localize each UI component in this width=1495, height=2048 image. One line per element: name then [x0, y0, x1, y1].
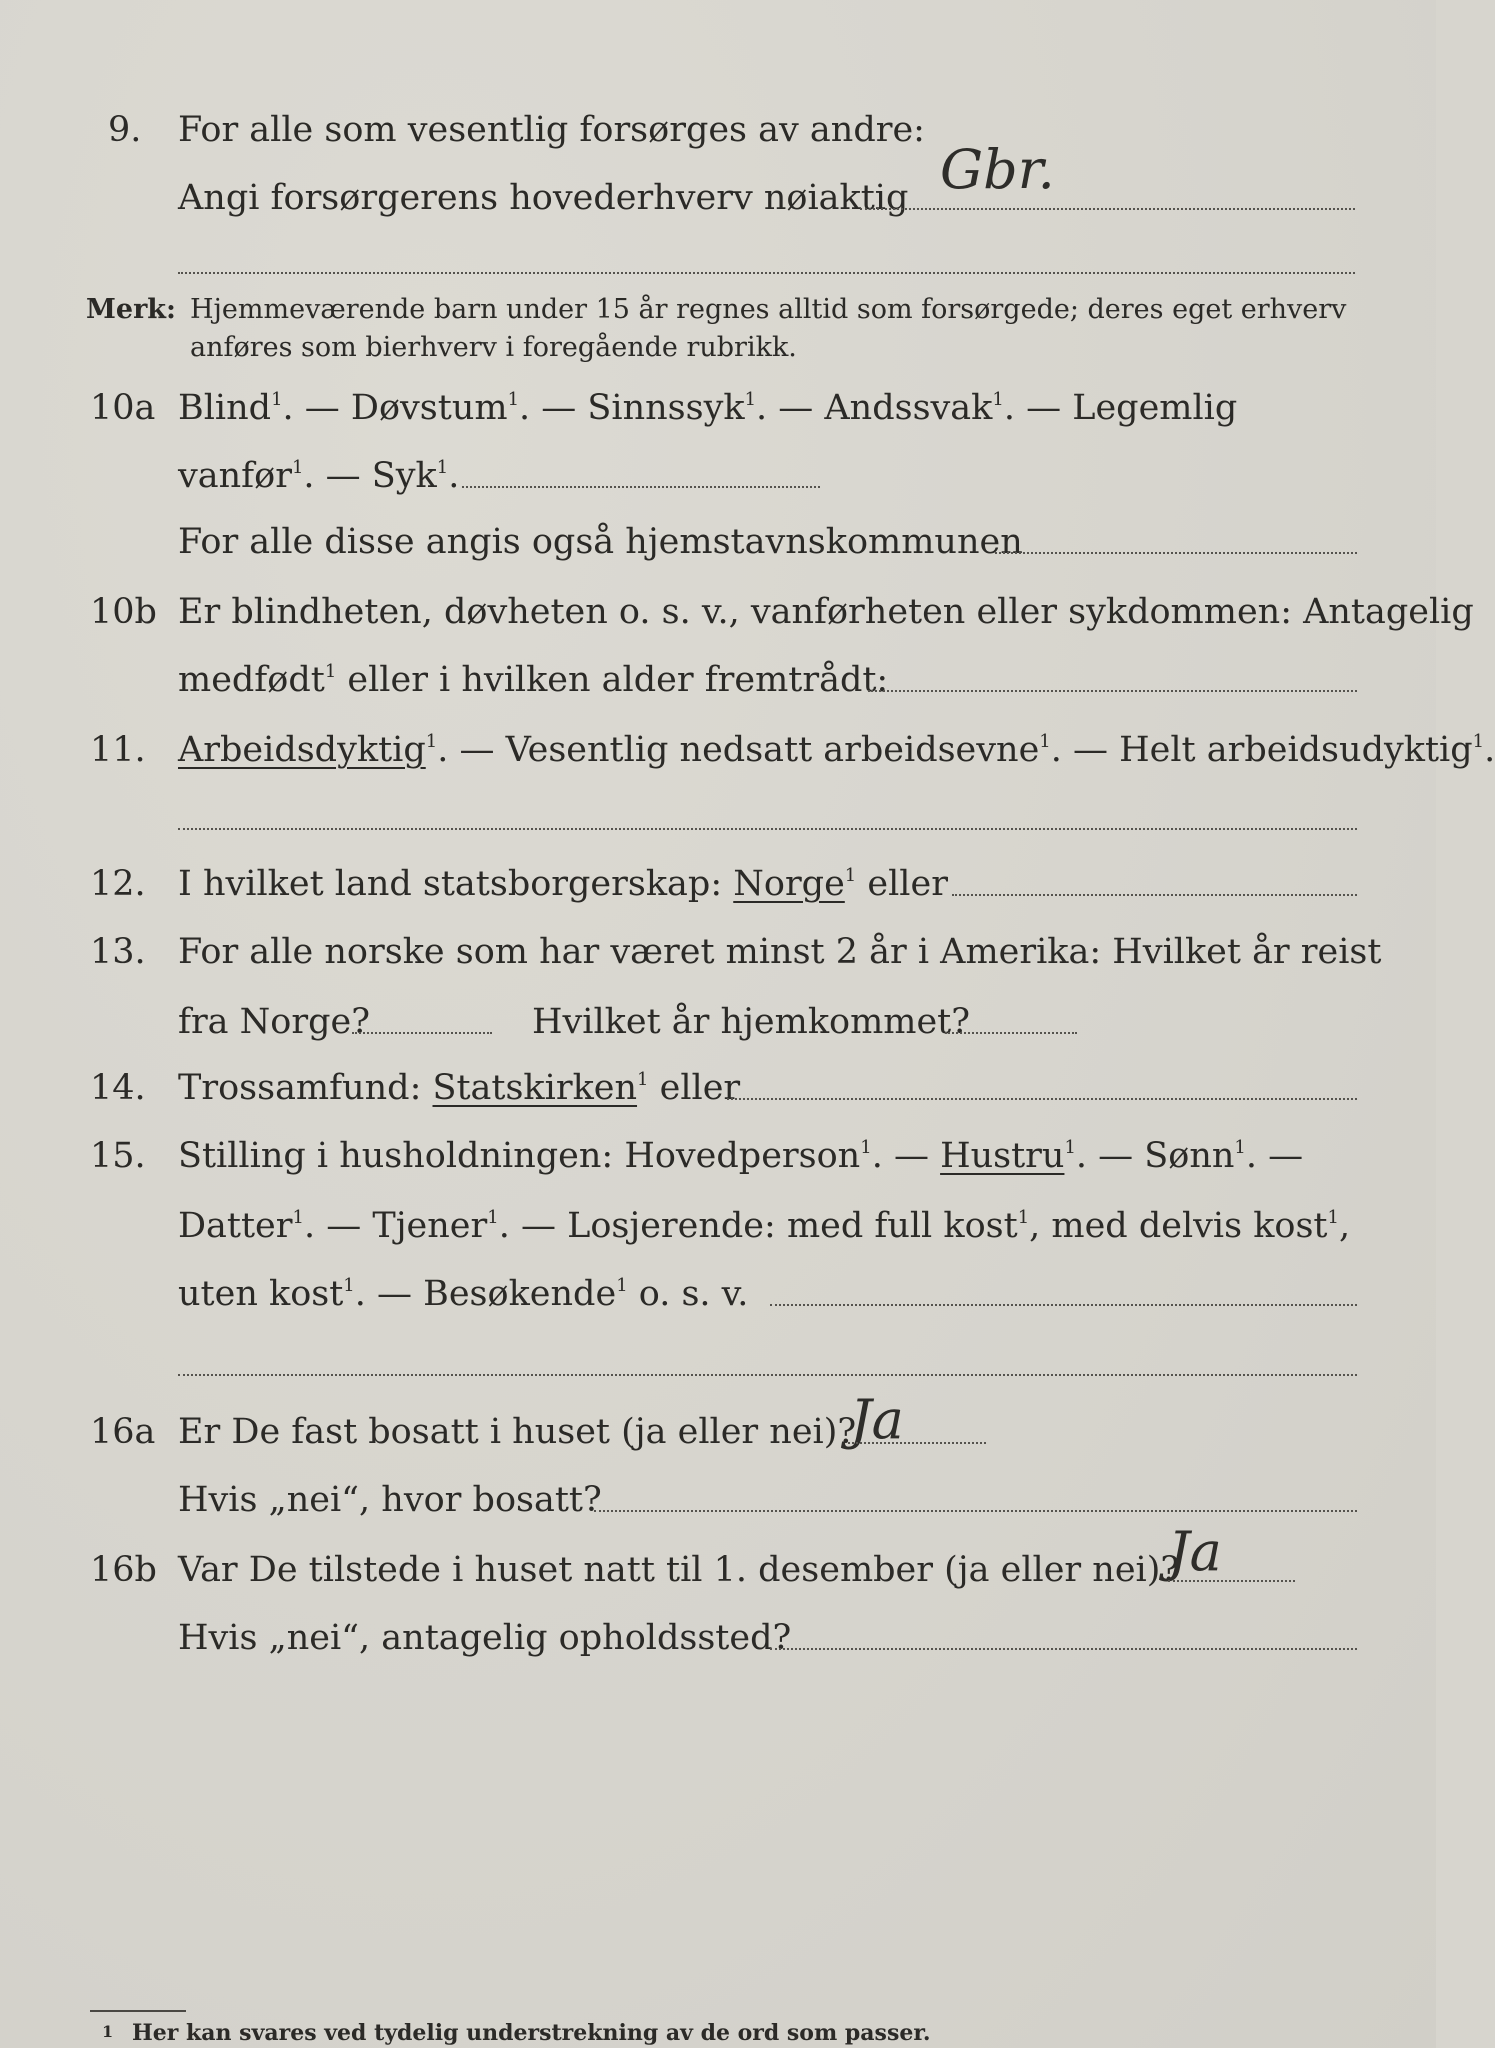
note-text: anføres som bierhverv i foregående rubrikk. [190, 332, 797, 363]
question-number: 14. [90, 1068, 146, 1108]
question-text: For alle som vesentlig forsørges av andre: [178, 110, 925, 150]
question-text: Arbeidsdyktig$^1$. — Vesentlig nedsatt arbeidsevne$^1$. — Helt arbeidsudyktig$^1$. [178, 730, 1495, 770]
question-text: Datter$^1$. — Tjener$^1$. — Losjerende: med full kost$^1$, med delvis kost$^1$, [178, 1206, 1351, 1246]
question-text: uten kost$^1$. — Besøkende$^1$ o. s. v. [178, 1274, 749, 1314]
handwritten-answer: Ja [850, 1388, 904, 1451]
answer-line[interactable] [594, 1510, 1357, 1512]
answer-line[interactable] [352, 1032, 492, 1034]
answer-line[interactable] [868, 690, 1357, 692]
note-label: Merk: [86, 294, 176, 325]
answer-line[interactable] [860, 208, 1355, 210]
footnote [102, 2020, 931, 2046]
footnote-rule [90, 2010, 186, 2012]
answer-line[interactable] [727, 1098, 1357, 1100]
answer-line[interactable] [995, 552, 1357, 554]
answer-line[interactable] [848, 1442, 986, 1444]
note-text: Hjemmeværende barn under 15 år regnes alltid som forsørgede; deres eget erhverv [190, 294, 1347, 325]
answer-line[interactable] [1168, 1580, 1295, 1582]
answer-line[interactable] [178, 272, 1355, 274]
question-text: medfødt$^1$ eller i hvilken alder fremtrådt: [178, 660, 889, 700]
question-text: Hvis „nei“, hvor bosatt? [178, 1480, 602, 1520]
answer-line[interactable] [952, 894, 1357, 896]
question-number: 10a [90, 388, 156, 428]
underlined-answer: Hustru [940, 1136, 1065, 1176]
answer-line[interactable] [770, 1304, 1357, 1306]
question-text: Hvilket år hjemkommet? [532, 1002, 971, 1042]
answer-line[interactable] [462, 486, 820, 488]
question-text: Stilling i husholdningen: Hovedperson$^1$. — Hustru$^1$. — Sønn$^1$. — [178, 1136, 1304, 1176]
question-text: fra Norge? [178, 1002, 370, 1042]
handwritten-answer: Gbr. [940, 138, 1055, 201]
question-number: 15. [90, 1136, 146, 1176]
question-text: Trossamfund: Statskirken$^1$ eller [178, 1068, 741, 1108]
question-text: Angi forsørgerens hovederhverv nøiaktig [178, 178, 909, 218]
underlined-answer: Arbeidsdyktig [178, 730, 426, 770]
question-text: Var De tilstede i huset natt til 1. desember (ja eller nei)? [178, 1550, 1180, 1590]
question-text: Er De fast bosatt i huset (ja eller nei)? [178, 1412, 857, 1452]
question-text: Hvis „nei“, antagelig opholdssted? [178, 1618, 792, 1658]
question-text: Blind$^1$. — Døvstum$^1$. — Sinnssyk$^1$. — Andssvak$^1$. — Legemlig [178, 388, 1238, 428]
question-text: Er blindheten, døvheten o. s. v., vanførheten eller sykdommen: Antagelig [178, 592, 1474, 632]
answer-line[interactable] [770, 1648, 1357, 1650]
question-text: vanfør$^1$. — Syk$^1$. [178, 456, 460, 496]
answer-line[interactable] [945, 1032, 1077, 1034]
underlined-answer: Statskirken [432, 1068, 638, 1108]
question-text: For alle norske som har været minst 2 år i Amerika: Hvilket år reist [178, 932, 1382, 972]
answer-line[interactable] [178, 1374, 1357, 1376]
question-number: 9. [108, 110, 142, 150]
question-number: 10b [90, 592, 157, 632]
question-number: 12. [90, 864, 146, 904]
question-text: I hvilket land statsborgerskap: Norge$^1$ eller [178, 864, 948, 904]
underlined-answer: Norge [733, 864, 845, 904]
footnote-text: Her kan svares ved tydelig understrekning av de ord som passer. [132, 2020, 931, 2046]
handwritten-answer: Ja [1168, 1520, 1222, 1583]
footnote-mark: 1 [102, 2022, 114, 2041]
question-number: 16a [90, 1412, 156, 1452]
question-number: 13. [90, 932, 146, 972]
question-text: For alle disse angis også hjemstavnskommunen [178, 522, 1023, 562]
answer-line[interactable] [178, 828, 1357, 830]
question-number: 16b [90, 1550, 157, 1590]
question-number: 11. [90, 730, 146, 770]
